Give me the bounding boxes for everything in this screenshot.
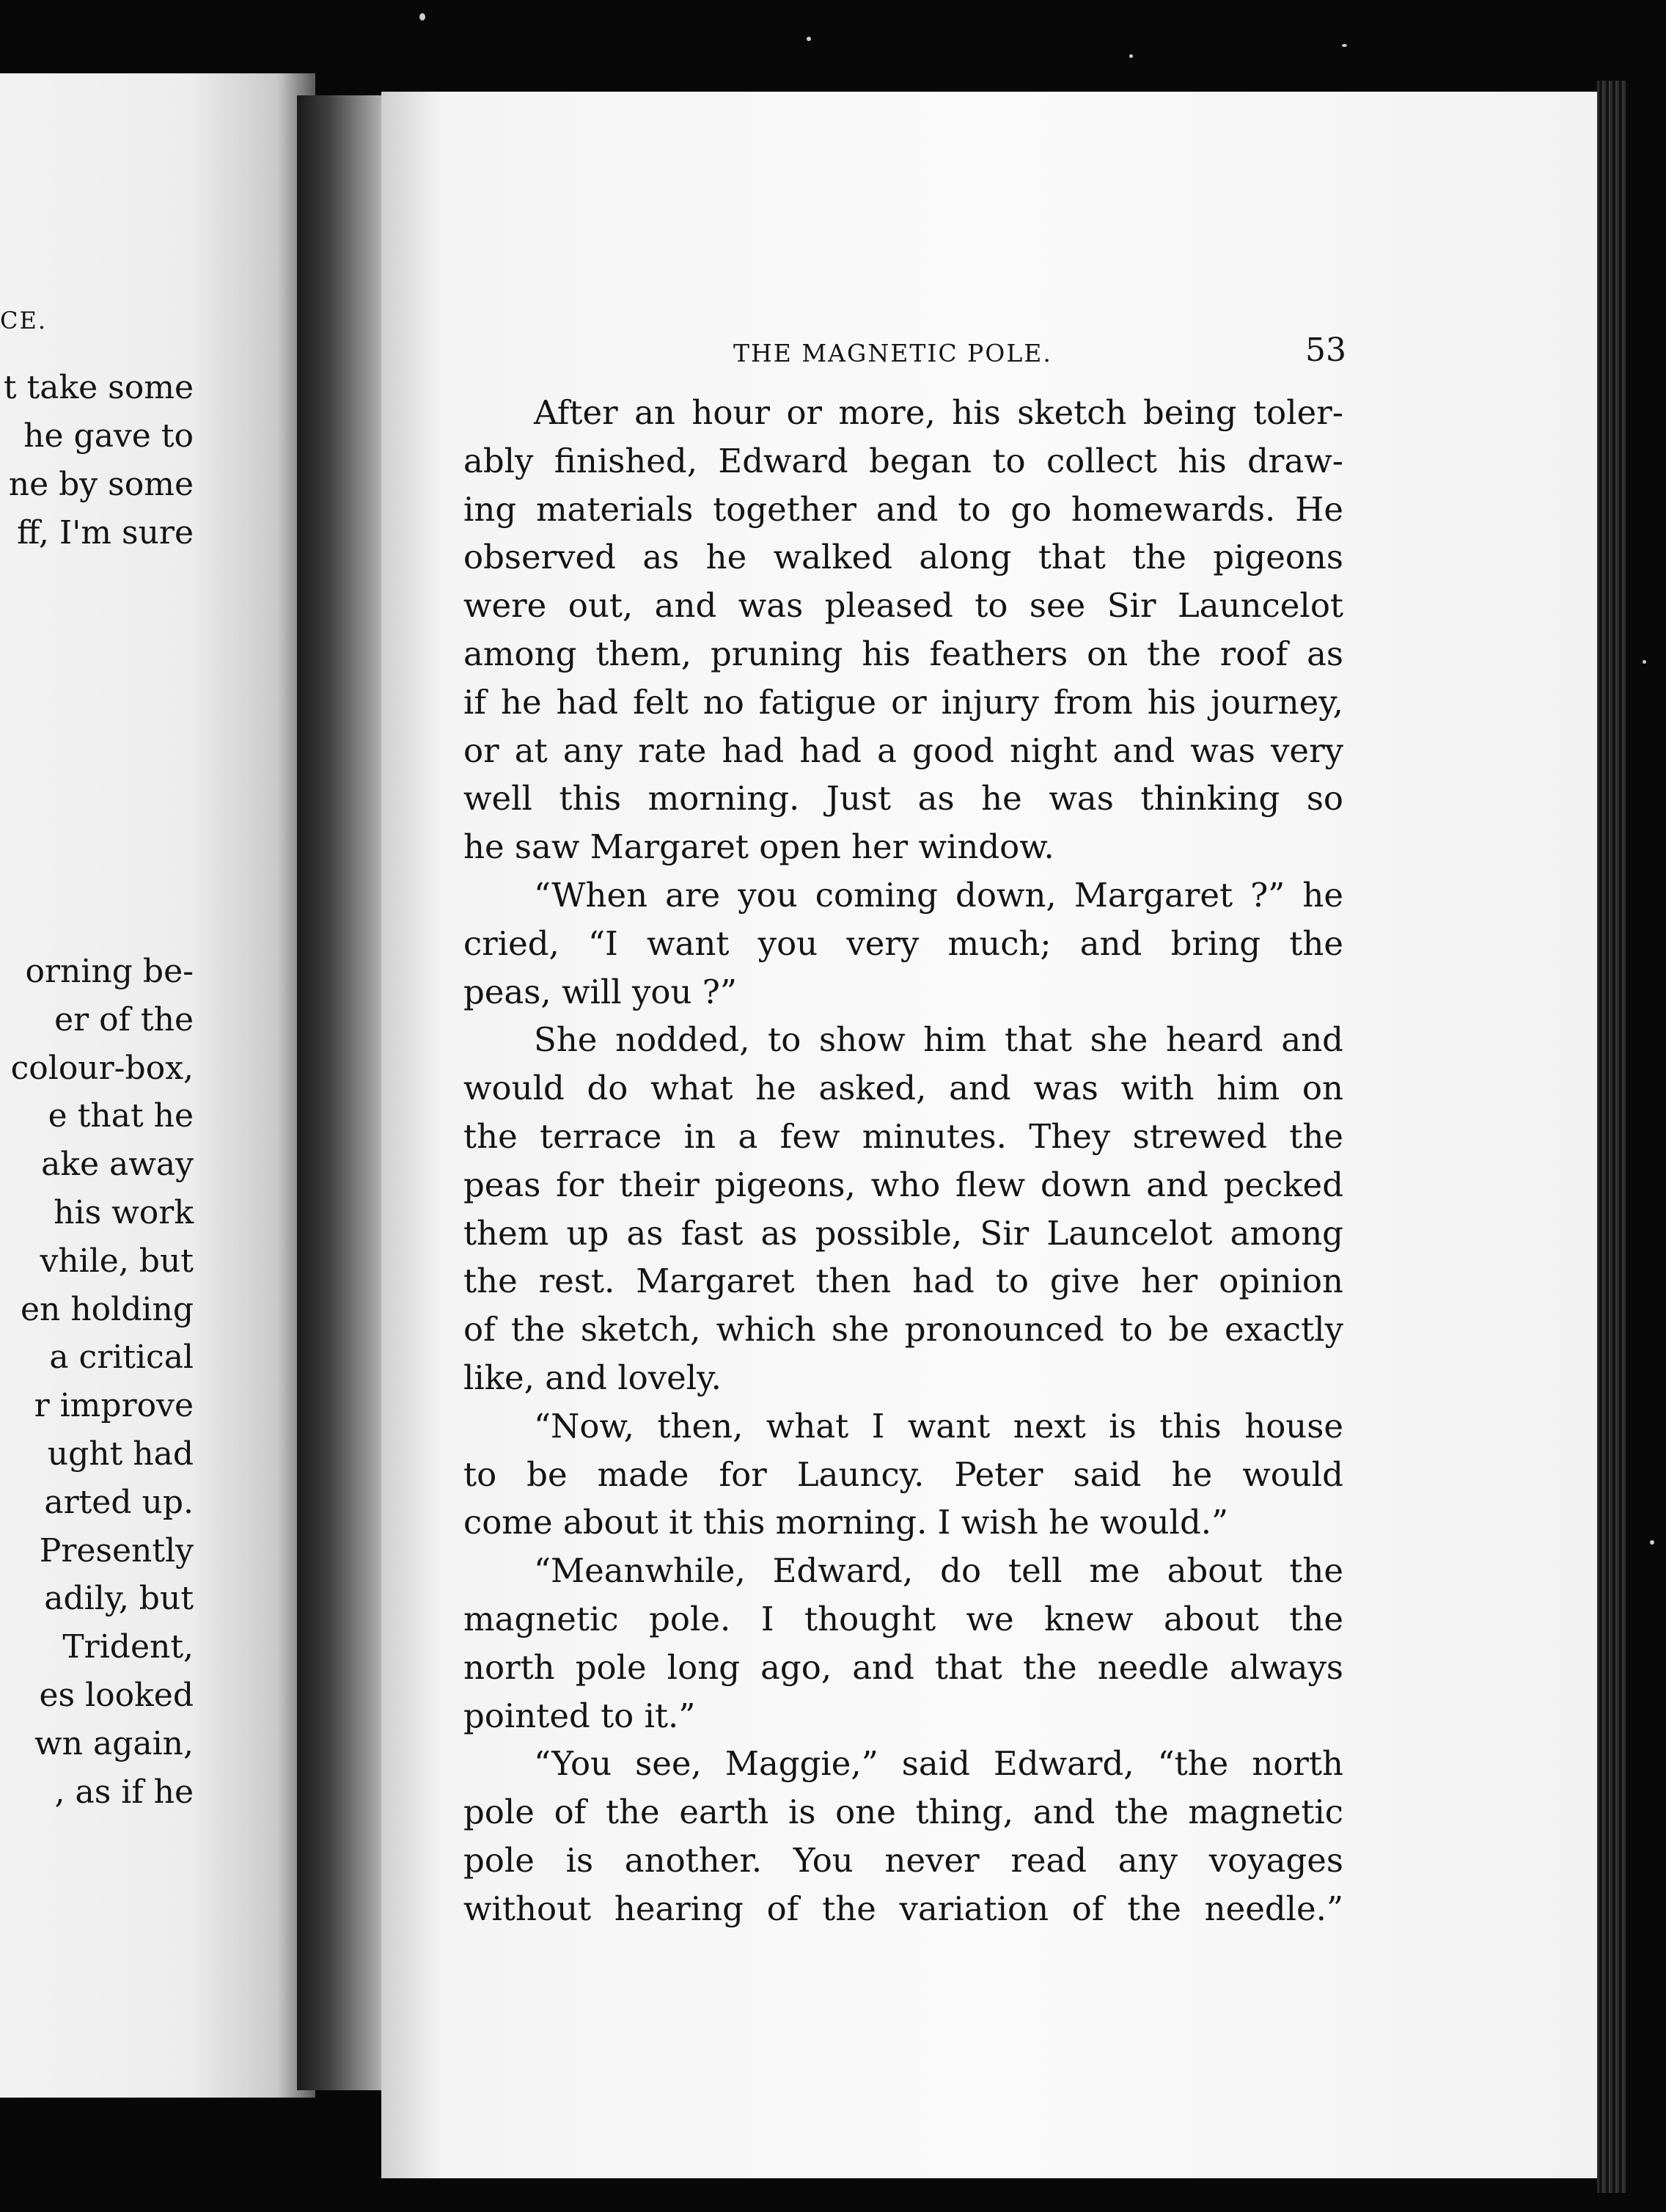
text-line: come about it this morning. I wish he would.” <box>463 1503 1229 1542</box>
text-line: “You see, Maggie,” said Edward, “the north <box>534 1744 1343 1784</box>
left-text-fragment: ake away <box>41 1146 194 1184</box>
left-text-fragment: he gave to <box>23 417 194 455</box>
text-line: After an hour or more, his sketch being toler- <box>534 393 1343 432</box>
text-line: magnetic pole. I thought we knew about the <box>463 1599 1343 1638</box>
text-line: ably finished, Edward began to collect his draw- <box>463 441 1343 480</box>
scan-speck <box>1643 660 1646 664</box>
scan-speck <box>1650 1540 1654 1545</box>
text-line: among them, pruning his feathers on the roof as <box>463 634 1343 673</box>
left-text-fragment: adily, but <box>44 1580 194 1618</box>
text-line: observed as he walked along that the pigeons <box>463 538 1343 577</box>
left-text-fragment: , as if he <box>54 1773 194 1811</box>
text-line: were out, and was pleased to see Sir Launcelot <box>463 586 1343 626</box>
left-text-fragment: his work <box>54 1194 194 1231</box>
text-line: if he had felt no fatigue or injury from his journey, <box>463 682 1343 722</box>
body-text <box>463 389 1343 1933</box>
scan-speck <box>1129 54 1133 58</box>
left-running-head: CE. <box>0 307 48 334</box>
text-line: “When are you coming down, Margaret ?” he <box>534 875 1343 915</box>
text-line: to be made for Launcy. Peter said he would <box>463 1454 1343 1494</box>
text-line: ing materials together and to go homewards. He <box>463 489 1343 529</box>
left-text-fragment: r improve <box>34 1387 194 1425</box>
text-line: “Now, then, what I want next is this house <box>534 1406 1343 1446</box>
scan-speck <box>1342 44 1347 47</box>
text-line: north pole long ago, and that the needle always <box>463 1647 1343 1687</box>
text-line: peas, will you ?” <box>463 972 737 1011</box>
text-line: like, and lovely. <box>463 1358 722 1397</box>
page-number: 53 <box>1305 332 1346 369</box>
text-line: or at any rate had had a good night and was very <box>463 730 1343 770</box>
text-line: cried, “I want you very much; and bring the <box>463 923 1343 963</box>
running-head: THE MAGNETIC POLE. <box>733 339 1052 367</box>
text-line: pointed to it.” <box>463 1696 696 1735</box>
left-text-fragment: er of the <box>54 1000 194 1039</box>
left-text-fragment: a critical <box>49 1338 194 1377</box>
left-text-fragment: vhile, but <box>40 1242 194 1280</box>
text-line: pole of the earth is one thing, and the magnetic <box>463 1792 1343 1832</box>
text-line: She nodded, to show him that she heard and <box>534 1020 1343 1060</box>
left-text-fragment: wn again, <box>34 1724 194 1762</box>
text-line: them up as fast as possible, Sir Launcelot among <box>463 1213 1343 1253</box>
text-line: well this morning. Just as he was thinking so <box>463 779 1343 818</box>
left-text-fragment: ff, I'm sure <box>17 514 194 552</box>
left-text-fragment: ne by some <box>8 466 194 503</box>
page-edges <box>1597 81 1626 2193</box>
left-text-fragment: ught had <box>47 1435 194 1473</box>
text-line: pole is another. You never read any voyages <box>463 1840 1343 1880</box>
text-line: of the sketch, which she pronounced to be exactly <box>463 1310 1343 1349</box>
left-text-fragment: colour-box, <box>10 1049 194 1087</box>
text-line: he saw Margaret open her window. <box>463 827 1054 867</box>
left-text-fragment: t take some <box>3 369 194 406</box>
left-text-fragment: arted up. <box>44 1483 194 1521</box>
left-text-fragment: es looked <box>39 1677 194 1714</box>
text-line: “Meanwhile, Edward, do tell me about the <box>534 1551 1343 1591</box>
scan-speck <box>807 37 811 41</box>
left-text-fragment: en holding <box>20 1290 194 1328</box>
left-page <box>0 73 315 2098</box>
scan-speck <box>419 13 425 21</box>
text-line: peas for their pigeons, who flew down and pecked <box>463 1165 1343 1204</box>
left-text-fragment: orning be- <box>25 953 194 990</box>
text-line: the rest. Margaret then had to give her opinion <box>463 1261 1343 1301</box>
left-text-fragment: e that he <box>48 1097 194 1135</box>
left-text-fragment: Trident, <box>62 1628 194 1666</box>
left-text-fragment: Presently <box>39 1531 194 1570</box>
text-line: would do what he asked, and was with him on <box>463 1069 1343 1108</box>
text-line: without hearing of the variation of the needle.” <box>463 1889 1343 1928</box>
text-line: the terrace in a few minutes. They strewed the <box>463 1116 1343 1156</box>
